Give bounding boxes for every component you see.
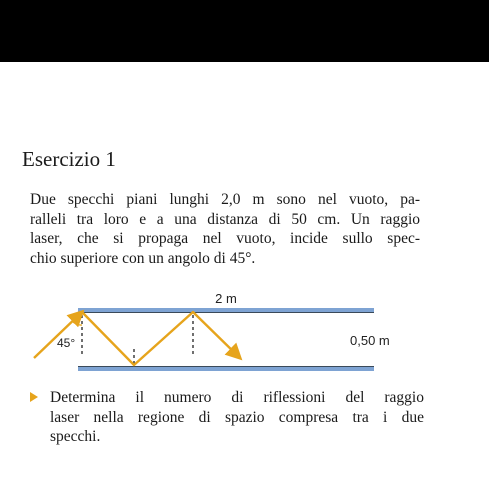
top-black-bar xyxy=(0,0,489,62)
statement-line: Due specchi piani lunghi 2,0 m sono nel vuoto, pa- xyxy=(30,191,420,208)
triangle-bullet-icon xyxy=(30,392,38,402)
angle-label: 45° xyxy=(57,336,76,350)
task-line: specchi. xyxy=(50,428,101,445)
problem-statement xyxy=(30,190,420,268)
task-text xyxy=(50,388,424,447)
statement-line: ralleli tra loro e a una distanza di 50 cm. Un raggio xyxy=(30,210,420,228)
statement-line: laser, che si propaga nel vuoto, incide sullo spec- xyxy=(30,230,420,247)
exercise-title: Esercizio 1 xyxy=(22,147,116,171)
distance-label: 0,50 m xyxy=(350,333,390,348)
upper-mirror xyxy=(78,308,374,313)
lower-mirror xyxy=(78,367,374,372)
length-label: 2 m xyxy=(215,291,237,306)
mirrors-diagram xyxy=(0,288,489,380)
statement-line: chio superiore con un angolo di 45°. xyxy=(30,249,256,267)
task-line: laser nella regione di spazio compresa tra i due xyxy=(50,408,424,426)
task-line: Determina il numero di riflessioni del raggio xyxy=(50,389,424,406)
task xyxy=(30,388,424,447)
